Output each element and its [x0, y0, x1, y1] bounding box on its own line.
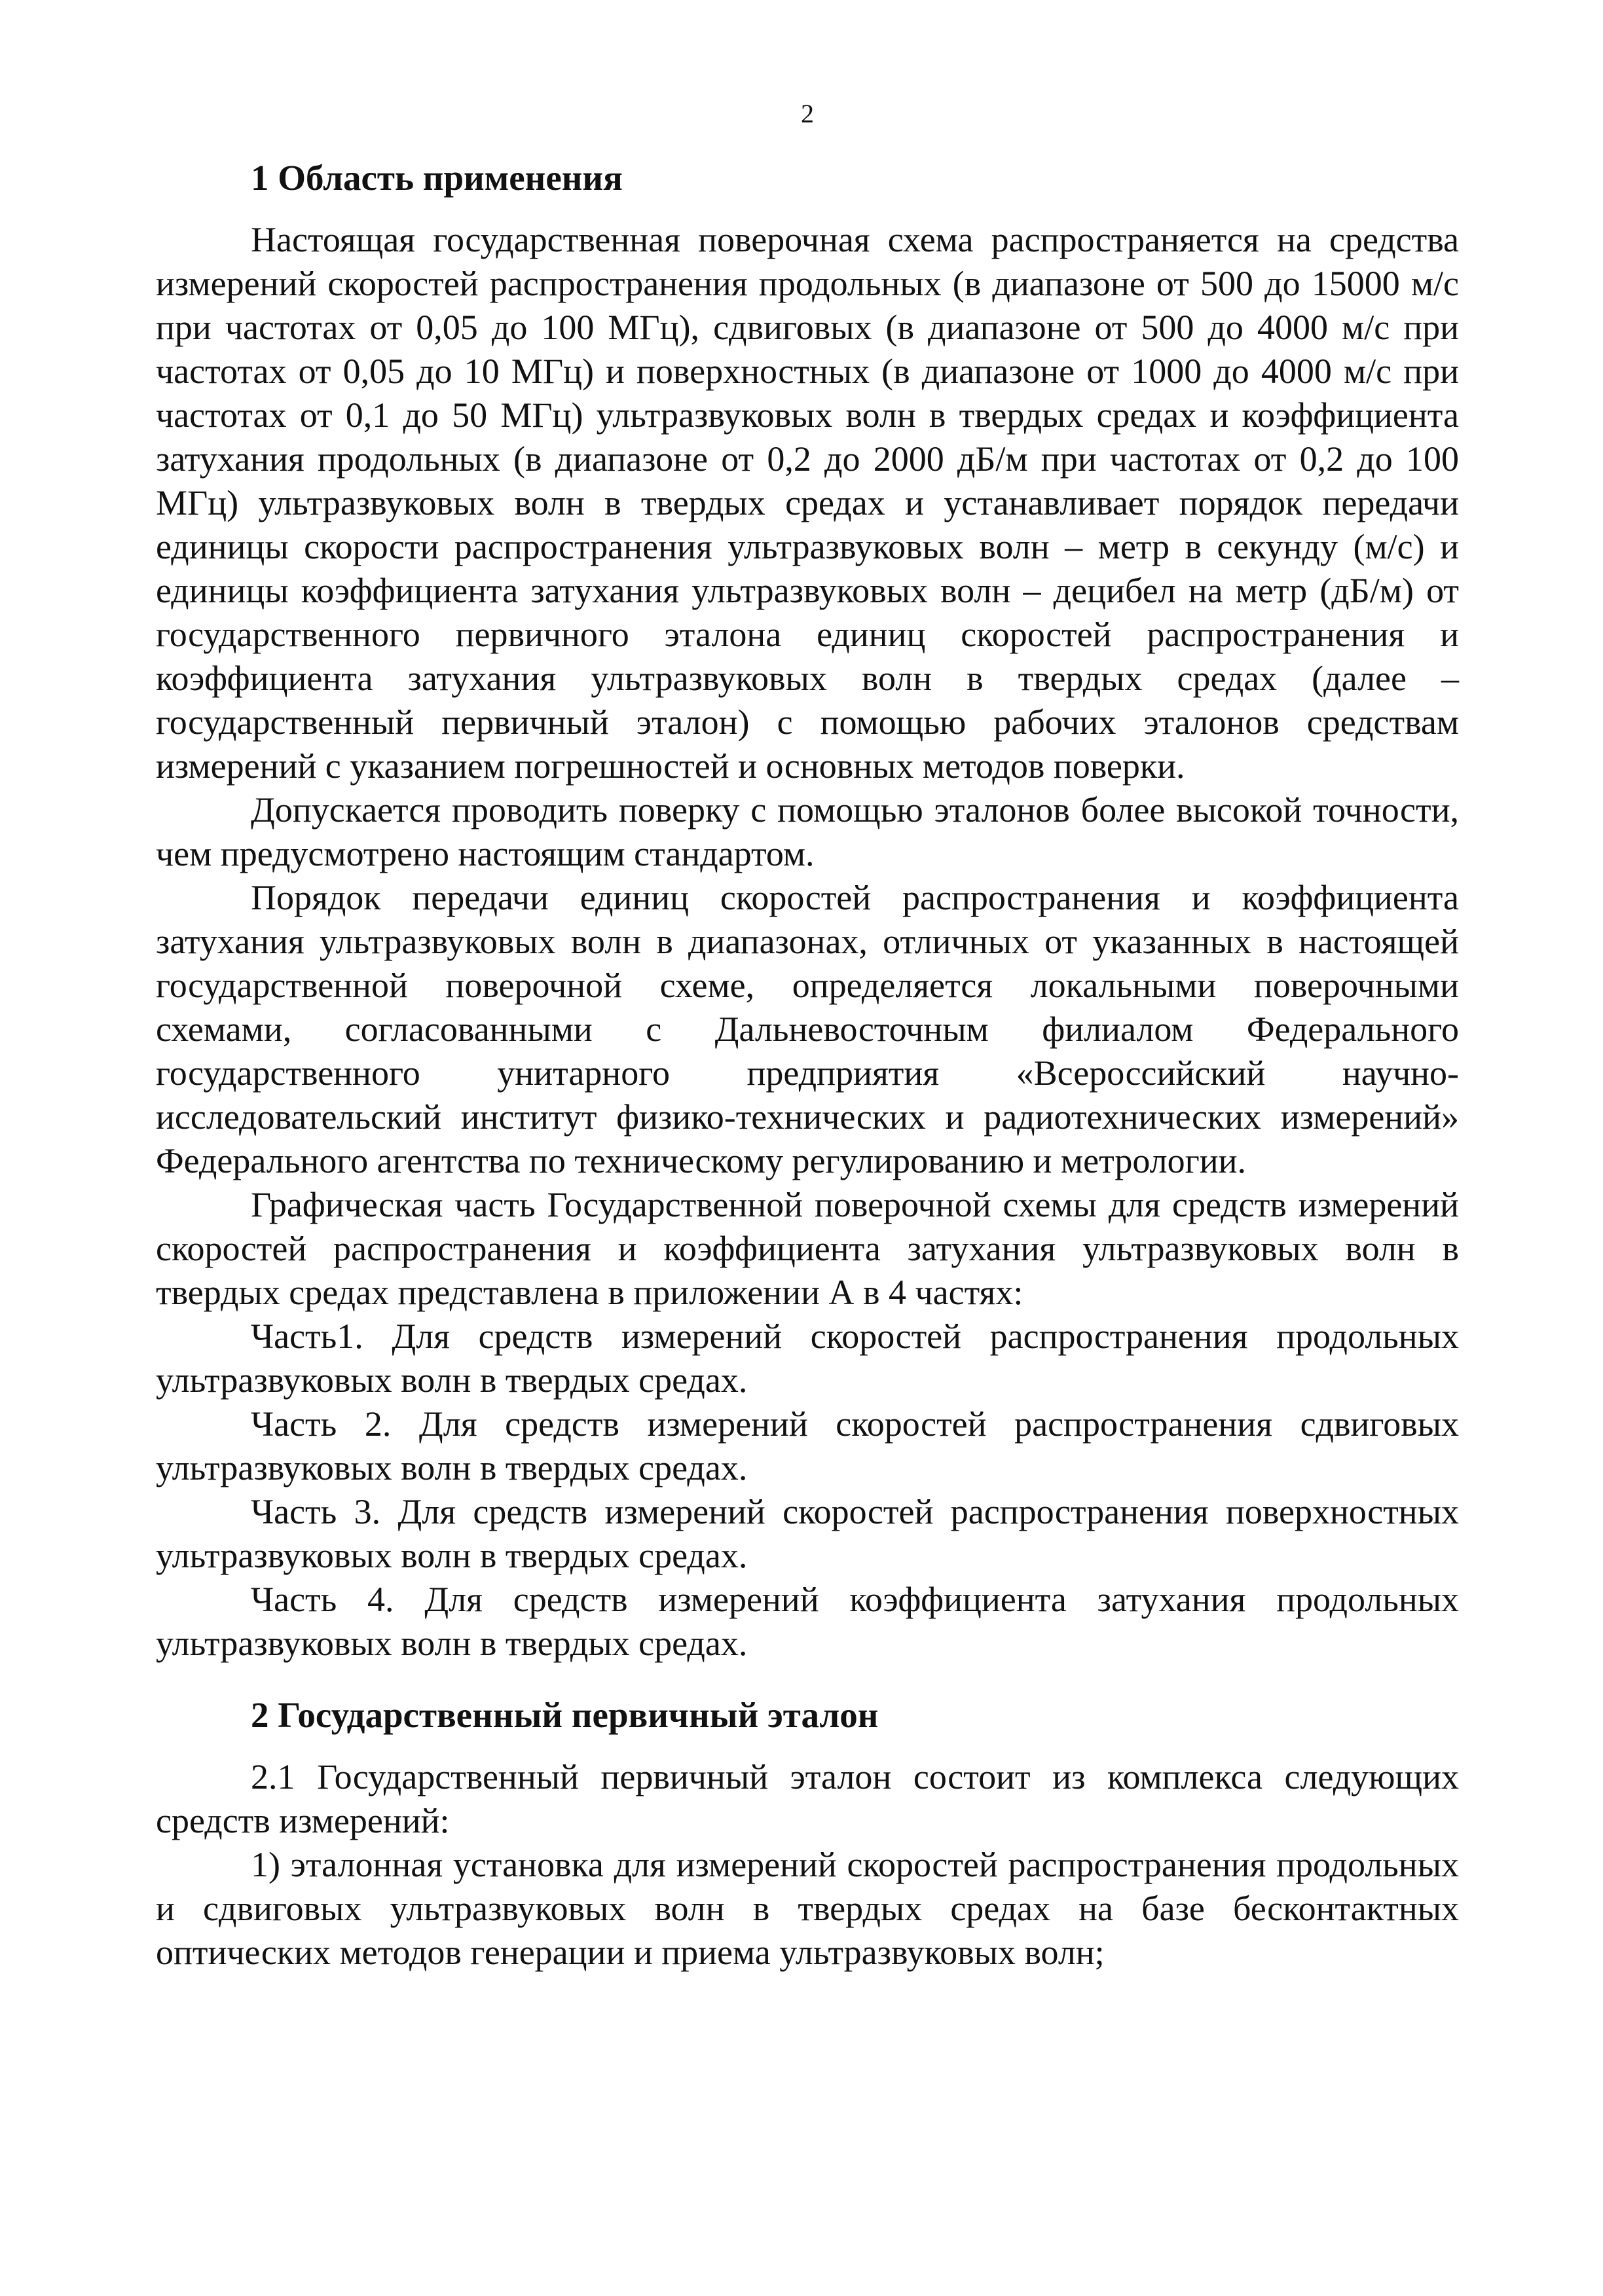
- section-2-paragraph-item-1: 1) эталонная установка для измерений скоростей распространения продольных и сдвиговых ультразвуковых волн в твердых средах на базе бесконтактных оптических методов генерации и приема ультразвуковых волн;: [156, 1845, 1459, 1972]
- section-1-paragraph-part-3: Часть 3. Для средств измерений скоростей распространения поверхностных ультразвуковых волн в твердых средах.: [156, 1492, 1459, 1575]
- section-1-paragraph-transfer-order: Порядок передачи единиц скоростей распространения и коэффициента затухания ультразвуковых волн в диапазонах, отличных от указанных в настоящей государственной поверочной схеме, определяется локальными поверочными схемами, согласованными с Дальневосточным филиалом Федерального государственного унитарного предприятия «Всероссийский научно-исследовательский институт физико-технических и радиотехнических измерений» Федерального агентства по техническому регулированию и метрологии.: [156, 878, 1459, 1180]
- section-1-paragraph-part-2: Часть 2. Для средств измерений скоростей распространения сдвиговых ультразвуковых волн в твердых средах.: [156, 1404, 1459, 1487]
- section-2-heading: 2 Государственный первичный эталон: [251, 1695, 879, 1735]
- section-2-paragraph-composition: 2.1 Государственный первичный эталон состоит из комплекса следующих средств измерений:: [156, 1757, 1459, 1840]
- section-1-paragraph-part-4: Часть 4. Для средств измерений коэффициента затухания продольных ультразвуковых волн в твердых средах.: [156, 1580, 1459, 1663]
- page-number: 2: [801, 99, 814, 128]
- section-1-heading: 1 Область применения: [251, 158, 623, 198]
- section-1-paragraph-part-1: Часть1. Для средств измерений скоростей распространения продольных ультразвуковых волн в твердых средах.: [156, 1317, 1459, 1400]
- section-1-paragraph-scope: Настоящая государственная поверочная схема распространяется на средства измерений скоростей распространения продольных (в диапазоне от 500 до 15000 м/с при частотах от 0,05 до 100 МГц), сдвиговых (в диапазоне от 500 до 4000 м/с при частотах от 0,05 до 10 МГц) и поверхностных (в диапазоне от 1000 до 4000 м/с при частотах от 0,1 до 50 МГц) ультразвуковых волн в твердых средах и коэффициента затухания продольных (в диапазоне от 0,2 до 2000 дБ/м при частотах от 0,2 до 100 МГц) ультразвуковых волн в твердых средах и устанавливает порядок передачи единицы скорости распространения ультразвуковых волн – метр в секунду (м/с) и единицы коэффициента затухания ультразвуковых волн – децибел на метр (дБ/м) от государственного первичного эталона единиц скоростей распространения и коэффициента затухания ультразвуковых волн в твердых средах (далее – государственный первичный эталон) с помощью рабочих эталонов средствам измерений с указанием погрешностей и основных методов поверки.: [156, 220, 1459, 786]
- section-1-paragraph-graphic-part: Графическая часть Государственной поверочной схемы для средств измерений скоростей распространения и коэффициента затухания ультразвуковых волн в твердых средах представлена в приложении А в 4 частях:: [156, 1185, 1459, 1312]
- section-1-paragraph-verification: Допускается проводить поверку с помощью эталонов более высокой точности, чем предусмотрено настоящим стандартом.: [156, 790, 1459, 873]
